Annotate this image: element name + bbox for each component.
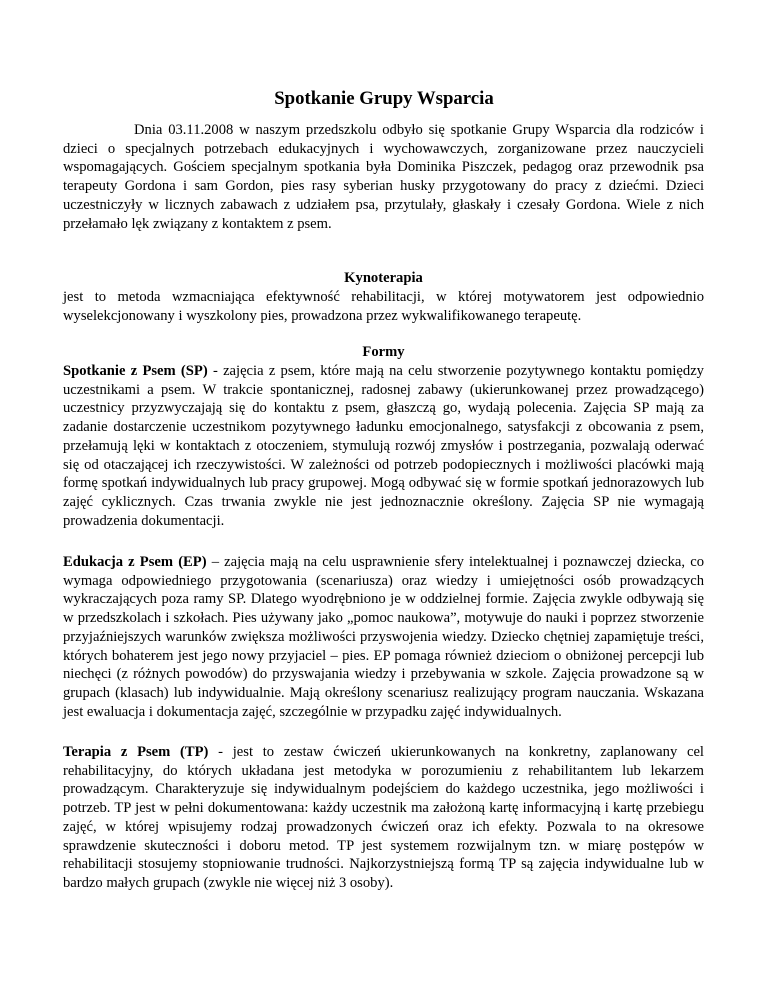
- document-title: Spotkanie Grupy Wsparcia: [274, 88, 494, 109]
- kynotherapy-heading: Kynoterapia: [344, 270, 423, 286]
- intro-paragraph: Dnia 03.11.2008 w naszym przedszkolu odbyło się spotkanie Grupy Wsparcia dla rodziców i dzieci o specjalnych potrzebach edukacyjnych i wychowawczych, zorganizowane przez nauczycieli wspomagających. Gościem specjalnym spotkania była Dominika Piszczek, pedagog oraz przewodnik psa terapeuty Gordona i sam Gordon, pies rasy syberian husky przygotowany do pracy z dziećmi. Dzieci uczestniczyły w licznych zabawach z udziałem psa, przytulały, głaskały i czesały Gordona. Wiele z nich przełamało lęk związany z kontaktem z psem.: [63, 122, 704, 232]
- form-ep-term: Edukacja z Psem (EP): [63, 554, 207, 570]
- form-ep-text: – zajęcia mają na celu usprawnienie sfery intelektualnej i poznawczej dziecka, co wymaga odpowiedniego przygotowania (scenariusza) oraz wiedzy i umiejętności osób prowadzących wykraczających poza ramy SP. Dlatego wyodrębniono je w oddzielnej formie. Zajęcia zwykle odbywają się w przedszkolach i szkołach. Pies używany jako „pomoc naukowa”, motywuje do nauki i poprzez stworzenie przyjaźniejszych warunków zwiększa możliwości przyswojenia wiedzy. Dziecko chętniej zapamiętuje treści, których bohaterem jest jego nowy przyjaciel – pies. EP pomaga również dzieciom o obniżonej percepcji lub niechęci (z różnych powodów) do przyswajania wiedzy i przebywania w szkole. Zajęcia prowadzone są w grupach (klasach) lub indywidualnie. Mają określony scenariusz realizujący program nauczania. Wskazana jest ewaluacja i dokumentacja zajęć, szczególnie w przypadku zajęć indywidualnych.: [63, 554, 704, 720]
- form-sp-text: - zajęcia z psem, które mają na celu stworzenie pozytywnego kontaktu pomiędzy uczestnikami a psem. W trakcie spontanicznej, radosnej zabawy (ukierunkowanej przez prowadzącego) uczestnicy przyzwyczajają się do kontaktu z psem, głaszczą go, wydają polecenia. Zajęcia SP mają za zadanie dostarczenie uczestnikom pozytywnego ładunku emocjonalnego, satysfakcji z obcowania z psem, przełamują lęki w kontaktach z otoczeniem, stymulują rozwój zmysłów i postrzegania, pozwalają oderwać się od otaczającej ich rzeczywistości. W zależności od potrzeb podopiecznych i możliwości placówki mają formę spotkań indywidualnych lub pracy grupowej. Mogą odbywać się w formie spotkań jednorazowych lub zajęć cyklicznych. Czas trwania zwykle nie jest jednoznacznie określony. Zajęcia SP nie wymagają prowadzenia dokumentacji.: [63, 363, 704, 529]
- forms-heading: Formy: [362, 344, 405, 360]
- form-tp-term: Terapia z Psem (TP): [63, 744, 209, 760]
- form-ep-paragraph: [63, 553, 704, 721]
- kynotherapy-definition: jest to metoda wzmacniająca efektywność rehabilitacji, w której motywatorem jest odpowiednio wyselekcjonowany i wyszkolony pies, prowadzona przez wykwalifikowanego terapeutę.: [63, 289, 704, 324]
- form-tp-text: - jest to zestaw ćwiczeń ukierunkowanych na konkretny, zaplanowany cel rehabilitacyjny, do których układana jest metodyka w porozumieniu z rehabilitantem lub lekarzem prowadzącym. Charakteryzuje się indywidualnym podejściem do każdego uczestnika, jego możliwości i potrzeb. TP jest w pełni dokumentowana: każdy uczestnik ma założoną kartę informacyjną i kartę przebiegu zajęć, w której wpisujemy rodzaj prowadzonych ćwiczeń oraz ich efekty. Pozwala to na okresowe sprawdzenie skuteczności i doboru metod. TP jest systemem rozwijalnym tzn. w miarę postępów w rehabilitacji stosujemy stopniowanie trudności. Najkorzystniejszą formą TP są zajęcia indywidualne lub w bardzo małych grupach (zwykle nie więcej niż 3 osoby).: [63, 744, 704, 891]
- form-sp-term: Spotkanie z Psem (SP): [63, 363, 208, 379]
- form-tp-paragraph: [63, 743, 704, 893]
- form-sp-paragraph: [63, 362, 704, 530]
